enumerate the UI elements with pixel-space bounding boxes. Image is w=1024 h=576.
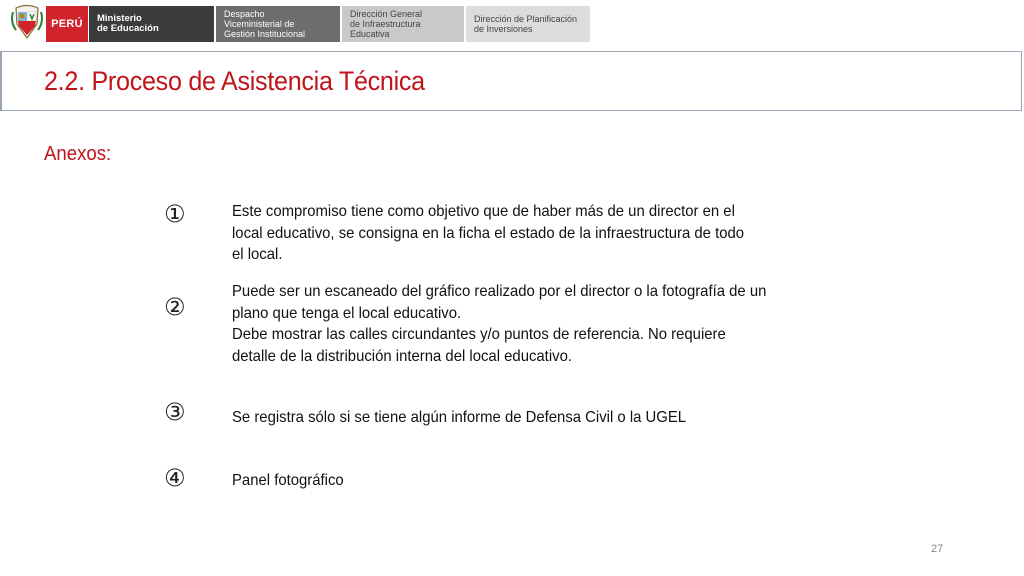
page-number: 27 <box>931 543 944 555</box>
item-1-text: Este compromiso tiene como objetivo que de haber más de un director en el local educativo, se consigna en la ficha el estado de la infraestructura de todo el local. <box>232 203 745 263</box>
ministry-label: Ministerio de Educación <box>89 6 214 42</box>
item-2-text: Puede ser un escaneado del gráfico realizado por el director o la fotografía de un plano que tenga el local educativo. Debe mostrar las calles circundantes y/o puntos de referencia. No requiere detalle de la distribución interna del local educativo. <box>232 283 767 365</box>
dgie-label: Dirección General de Infraestructura Educativa <box>342 6 464 42</box>
item-3-marker: ③ <box>164 398 186 426</box>
peru-badge: PERÚ <box>46 6 88 42</box>
item-3-text: Se registra sólo si se tiene algún informe de Defensa Civil o la UGEL <box>232 409 687 426</box>
item-2-marker: ② <box>164 293 186 321</box>
item-4-marker: ④ <box>164 464 186 492</box>
dpi-label: Dirección de Planificación de Inversiones <box>466 6 590 42</box>
item-1-marker: ① <box>164 200 186 228</box>
institutional-header <box>0 0 1024 44</box>
item-4-text: Panel fotográfico <box>232 472 344 489</box>
despacho-label: Despacho Viceministerial de Gestión Institucional <box>216 6 340 42</box>
peru-coat-of-arms-icon <box>10 4 44 40</box>
section-subtitle: Anexos: <box>44 143 112 165</box>
slide-title: 2.2. Proceso de Asistencia Técnica <box>44 66 425 96</box>
